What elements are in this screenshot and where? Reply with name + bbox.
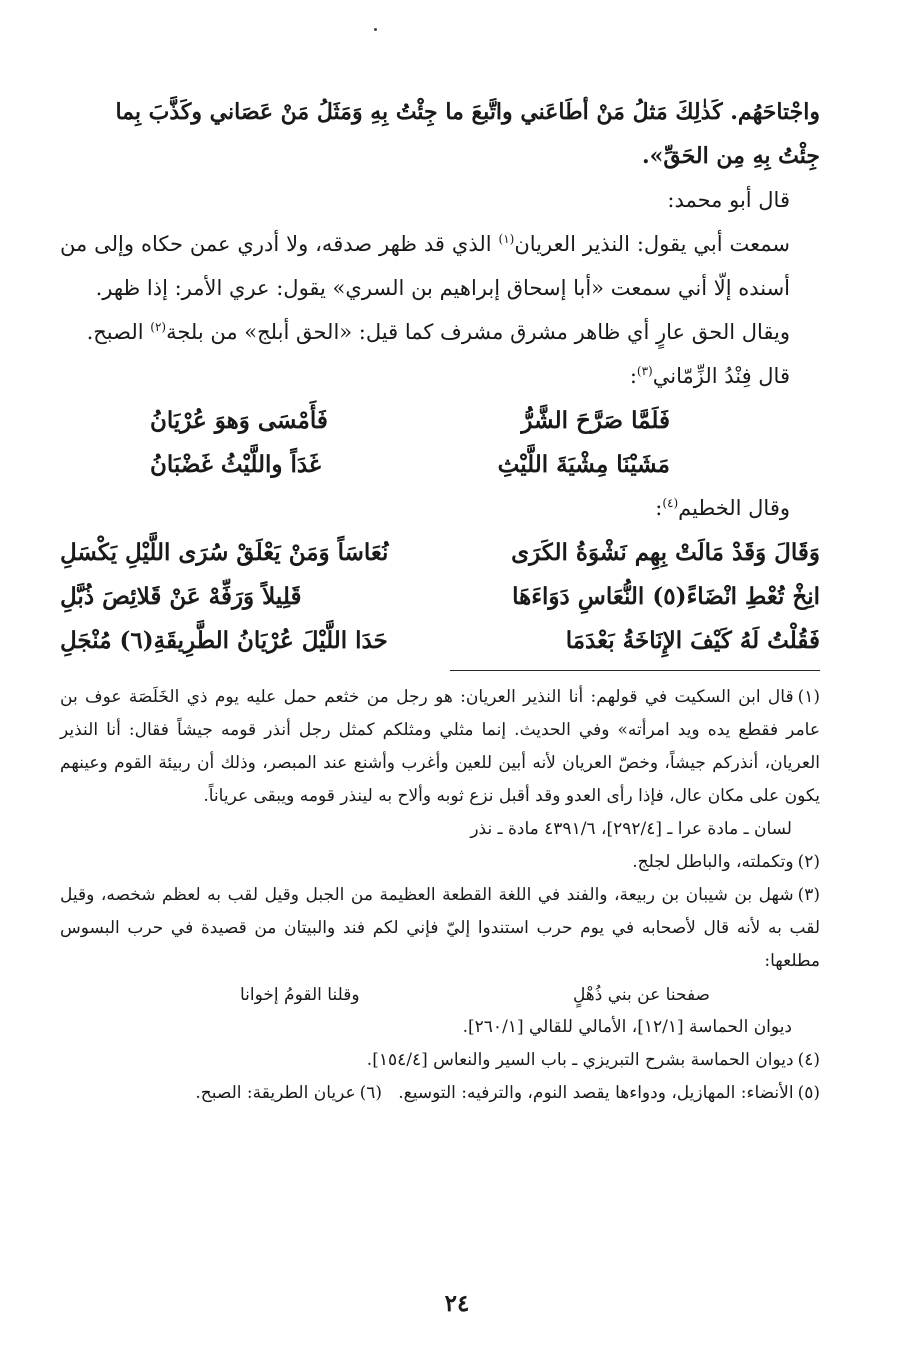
verse-2-2 [60,574,820,618]
footnote-1-text: قال ابن السكيت في قولهم: أنا النذير العريان: هو رجل من خثعم حمل عليه يوم ذي الخَلَصَة عوف بن عامر فقطع يده ويد امرأته» وفي الحديث. إنما مثلي ومثلكم كمثل رجل أنذر قومه جيشاً فقال: أنا النذير العريان، أنذركم جيشاً، وخصّ العريان لأنه أبين للعين وأغرب وأشنع عند المبصر، وذلك أن ربيئة القوم وعينهم يكون على مكان عال، فإذا رأى العدو وقد أقبل نزع ثوبه وألاح به لينذر قومه ويبقى عرياناً. [60,687,820,806]
verse-hemistich-right: فَقُلْتُ لَهُ كَيْفَ الإِنَاخَةُ بَعْدَمَا [565,626,820,654]
verse-hemistich-right: فَلَمَّا صَرَّحَ الشَّرُّ [521,406,670,434]
footnote-divider [450,670,820,671]
footnote-ref-3: (٣) [636,364,653,378]
verse-2-1 [60,530,820,574]
footnote-3 [60,879,820,978]
page-number: ٢٤ [444,1290,470,1317]
verse-hemistich-left: فَأَمْسَى وَهوَ عُرْيَانُ [150,406,328,434]
footnote-verse-right: صفحنا عن بني ذُهْلٍ [572,984,710,1005]
footnote-6-number: (٦) [359,1083,383,1103]
footnote-2 [60,846,820,879]
verse-hemistich-left: حَدَا اللَّيْلَ عُرْيَانُ الطَّرِيقَةِ(٦) مُنْجَلِ [60,626,388,654]
verse-hemistich-left: قَلِيلاً وَرَفِّهْ عَنْ قَلائِصَ ذُبَّلِ [60,582,302,610]
paragraph-1-end: الذي قد ظهر صدقه، ولا أدري عمن حكاه وإلى من أسنده إلّا أني سمعت «أبا إسحاق إبراهيم بن السري» يقول: عري الأمر: إذا ظهر. [60,232,790,300]
hadith-line-1: واجْتاحَهُم. كَذٰلِكَ مَثلُ مَنْ أطَاعَني واتَّبعَ ما جِئْتُ بِهِ وَمَثَلُ مَنْ عَصَاني وكَذَّبَ بِما [115,99,820,125]
page-body [60,90,820,1110]
poet-2-name: وقال الخطيم [678,496,790,520]
footnote-2-text: وتكملته، والباطل لجلج. [632,852,794,872]
poet-1-name: قال فِنْدُ الزِّمّاني [652,364,790,388]
page-mark [374,28,377,31]
footnotes-5-6 [60,1077,820,1110]
footnote-2-number: (٢) [797,852,820,872]
verse-1-2 [60,442,820,486]
paragraph-1 [60,222,820,310]
verse-2-3 [60,618,820,662]
footnote-4-text: ديوان الحماسة بشرح التبريزي ـ باب السير والنعاس [١٥٤/٤]. [366,1050,794,1070]
footnote-4 [60,1044,820,1077]
footnote-3-text: شهل بن شيبان بن ربيعة، والفند في اللغة القطعة العظيمة من الجبل وقيل لقب به لعظم شخصه، وقيل لقب به لأنه قال لأصحابه في يوم حرب استندوا إليّ فإني لكم فند والبيتان من قصيدة في حرب البسوس مطلعها: [60,885,820,971]
hadith-line-2: جِئْتُ بِهِ مِن الحَقِّ». [641,143,820,169]
footnote-ref-4: (٤) [662,496,679,510]
footnote-6-text: عريان الطريقة: الصبح. [195,1083,356,1103]
verse-hemistich-left: نُعَاسَاً وَمَنْ يَعْلَقْ سُرَى اللَّيْلِ يَكْسَلِ [60,538,389,566]
footnote-5-text: الأنضاء: المهازيل، ودواءها يقصد النوم، والترفيه: التوسيع. [398,1083,794,1103]
paragraph-2 [60,310,820,354]
paragraph-2-start: ويقال الحق عارٍ أي ظاهر مشرق مشرف كما قيل: «الحق أبلج» من بلجة [166,320,790,344]
poet-2-intro [60,486,820,530]
footnote-ref-2: (٢) [150,320,167,334]
paragraph-1-start: سمعت أبي يقول: النذير العريان [514,232,790,256]
poet-1-colon: : [629,364,637,388]
paragraph-2-end: الصبح. [86,320,151,344]
speaker-line: قال أبو محمد: [667,188,790,212]
footnote-1-source: لسان ـ مادة عرا ـ [٢٩٢/٤]، ٤٣٩١/٦ مادة ـ نذر [470,819,792,839]
footnote-1-number: (١) [797,687,820,707]
poet-1-intro [60,354,820,398]
verse-1-1 [60,398,820,442]
footnote-3-verse [60,978,820,1011]
verse-hemistich-right: انِخْ تُعْطِ انْضَاءً(٥) النُّعَاسِ دَوَاءَهَا [512,582,820,610]
poet-2-colon: : [655,496,663,520]
footnote-3-number: (٣) [797,885,820,905]
footnote-verse-left: وقلنا القومُ إخوانا [240,984,360,1005]
footnote-3-source: ديوان الحماسة [١٢/١]، الأمالي للقالي [٢٦٠/١]. [462,1017,792,1037]
footnote-4-number: (٤) [797,1050,820,1070]
footnote-5-number: (٥) [797,1083,820,1103]
verse-hemistich-right: مَشَيْنَا مِشْيَةَ اللَّيْثِ [497,450,670,478]
footnote-ref-1: (١) [498,232,515,246]
verse-hemistich-left: غَدَاً واللَّيْثُ غَضْبَانُ [150,450,321,478]
footnote-1 [60,681,820,813]
verse-hemistich-right: وَقَالَ وَقَدْ مَالَتْ بِهِم نَشْوَةُ الكَرَى [511,538,820,566]
